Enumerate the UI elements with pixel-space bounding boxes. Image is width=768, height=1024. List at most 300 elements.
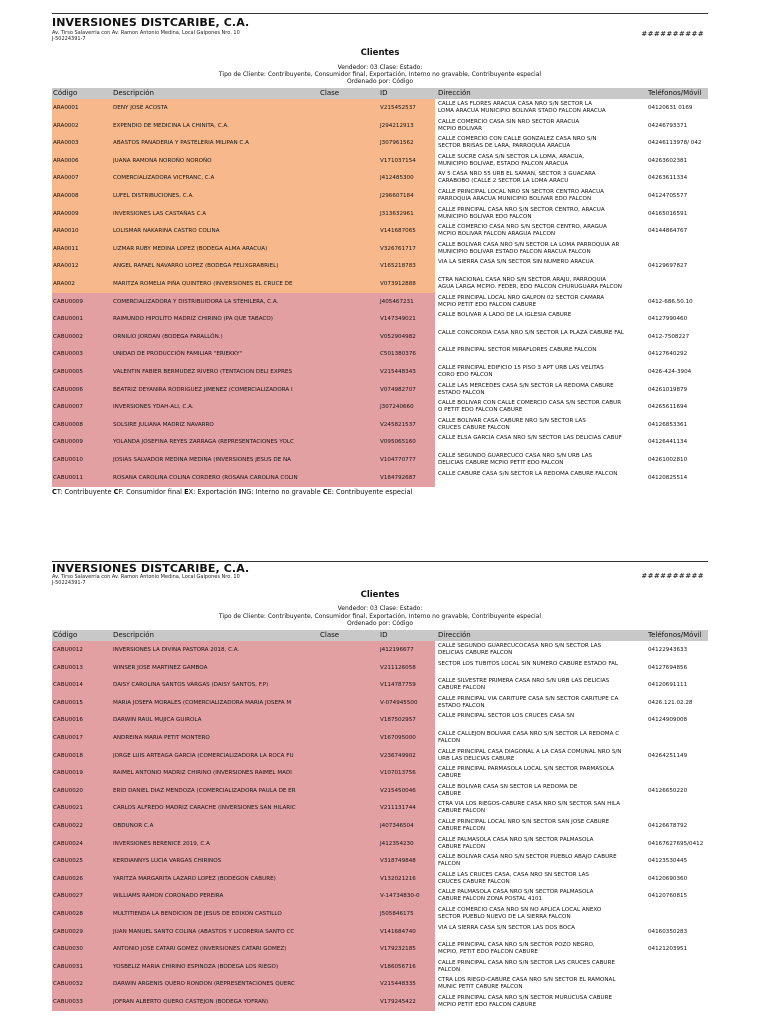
table-row [52,975,708,993]
client-phone: 04124909008 [648,717,688,724]
legend-item: CF: Consumidor final [113,488,185,496]
address-line: CTRA VIA LOS RIEGOS-CABURE CASA NRO S/N SECTOR SAN HILA [438,801,621,808]
client-address [438,136,646,150]
client-address [438,312,646,319]
table-row [52,817,708,835]
client-address [438,277,646,291]
client-description: VALENTIN FABIER BERMUDEZ RIVERO (TENTACION DELI EXPRES [113,369,293,375]
client-id: V107013756 [380,770,416,777]
address-line: CALLE COMERCIO CASA NRO SN NO APLICA LOCAL ANEXO [438,907,602,913]
table-row [52,117,708,135]
table-row [52,993,708,1011]
address-line: CALLE PRINCIPAL SECTOR MIRAFLORES CABURE FALCON [438,347,597,354]
address-line: CALLE PALMASOLA CASA NRO S/N SECTOR PALMASOLA [438,889,594,896]
client-description: YOLANDA JOSEFINA REYES ZARRAGA (REPRESENTACIONES YOLC [113,439,294,446]
client-id: V167095000 [380,735,416,741]
client-description: ROSANA CAROLINA COLINA CORDERO (ROSANA CAROLINA COLIN [113,474,298,481]
address-line: CALLE BOLIVAR CASA NRO S/N SECTOR PUEBLO ABAJO CABURE [438,854,617,861]
client-code: CABU0006 [53,386,83,393]
client-code: CABU0009 [53,439,83,446]
table-row [52,782,708,800]
address-line: MCPIO PETIT EDO FALCON CABURE [438,301,537,308]
address-line: MCPIO, PETIT EDO FALCON CABURE [438,949,538,956]
client-address [438,661,646,668]
col-code: Código [53,89,78,97]
address-line: CALLE PRINCIPAL CASA NRO S/N SECTOR MURUCUSA CABURE [438,995,613,1001]
client-id: V211126058 [380,664,416,671]
address-line: CRUCES CABURE FALCON [438,424,510,431]
client-id: V171037154 [380,157,416,164]
address-line: CALLE PRINCIPAL LOCAL NRO S/N SECTOR SAN JOSE CABURE [438,819,610,825]
table-row [52,694,708,712]
client-code: CABU0021 [53,805,83,812]
table-row [52,398,708,416]
address-line: CALLE BOLIVAR CON CALLE COMERCIO CASA S/N SECTOR CABUR [438,400,622,407]
client-code: ARA0007 [53,175,79,182]
address-line: CORO EDO FALCON [438,372,493,378]
client-description: WINSER JOSE MARTINEZ GAMBOA [113,664,208,671]
client-id: V179232185 [380,946,416,953]
client-id: V179245422 [380,999,416,1005]
client-address [438,453,646,467]
client-address [438,854,646,868]
client-description: CARLOS ALFREDO MADRIZ CARACHE (INVERSIONES SAN HILARIC [113,805,296,812]
address-line: SECTOR PUEBLO NUEVO DE LA SIERRA FALCON [438,914,571,920]
client-id: J412485300 [380,175,414,182]
client-id: V104770777 [380,457,416,463]
client-phone [648,729,708,747]
client-phone: 04263611334 [648,175,688,182]
client-id: V215450046 [380,787,416,794]
address-line: VIA LA SIERRA CASA S/N SECTOR SIN NUMERO ARACUA [438,259,594,266]
client-phone: 04120690360 [648,875,688,882]
client-address [438,330,646,337]
client-description: LUFEL DISTRIBUCIONES, C.A. [113,193,194,199]
client-code: CABU0033 [53,999,83,1005]
client-phone [648,993,708,1011]
table-row [52,905,708,923]
client-id: J296607184 [380,193,414,199]
client-id: J313632961 [380,210,414,217]
client-description: UNIDAD DE PRODUCCIÓN FAMILIAR "ERIEKKY" [113,351,243,358]
client-phone: 0426-424-3904 [648,369,692,375]
table-row [52,293,708,311]
address-line: CALLE PRINCIPAL SECTOR LOS CRUCES CASA SN [438,713,575,720]
address-line: ESTADO FALCON [438,389,485,396]
client-description: JOSIAS SALVADOR MEDINA MEDINA (INVERSIONES JESUS DE NA [113,457,291,463]
client-address [438,889,646,903]
table-row [52,923,708,941]
client-code: ARA0002 [53,122,79,129]
address-line: CALLE COMERCIO CON CALLE GONZALEZ CASA NRO S/N [438,136,597,143]
client-address [438,995,646,1009]
client-code: CABU0032 [53,981,83,988]
client-address [438,678,646,692]
address-line: CALLE BOLIVAR CASA CABURE NRO S/N SECTOR LAS [438,417,586,424]
address-line: CALLE CALLEJON BOLIVAR CASA NRO S/N SECTOR LA REDOMA C [438,731,620,737]
client-id: V-074945500 [380,699,418,706]
table-row [52,169,708,187]
address-line: CALLE PALMASOLA CASA NRO S/N SECTOR PALMASOLA [438,836,594,843]
client-address [438,435,646,442]
client-code: CABU0013 [53,664,83,671]
address-line: CALLE PRINCIPAL LOCAL NRO SN SECTOR CENTRO ARACUA [438,189,605,195]
client-code: CABU0014 [53,682,83,689]
client-id: C501380376 [380,351,416,358]
company-address [52,574,240,586]
address-line: MUNICIPIO BOLIVAR ESTADO FALCON ARACUA FALCON [438,248,591,255]
client-code: ARA0003 [53,140,79,147]
address-line: URB LAS DELICIAS CABURE [438,755,515,762]
client-description: YOSBELIZ MARIA CHIRINO ESPINOZA (BODEGA LOS RIEGO) [113,963,279,970]
table-header [52,630,708,641]
legend-abbr: C [52,488,57,496]
client-code: CABU0010 [53,457,83,463]
client-phone [648,905,708,923]
client-address [438,801,646,815]
client-phone: 04127640292 [648,351,688,358]
tax-id: J-50224391-7 [52,580,86,586]
client-phone: 04126650220 [648,787,688,794]
table-row [52,764,708,782]
client-description: ERID DANIEL DIAZ MENDOZA (COMERCIALIZADORA PAULA DE ER [113,787,296,794]
client-id: J412354230 [380,840,414,847]
col-telefonos: Teléfonos/Móvil [648,89,702,97]
legend-abbr: E [184,488,189,496]
address-line: CALLE SILVESTRE PRIMERA CASA NRO S/N URB LAS DELICIAS [438,678,610,685]
client-description: INVERSIONES YDAH-ALI, C.A. [113,404,194,411]
client-description: INVERSIONES LAS CASTAÑAS C.A [113,210,207,217]
client-address [438,960,646,974]
table-row [52,433,708,451]
client-code: CABU0020 [53,787,83,794]
client-id: V-14734830-0 [380,893,420,900]
client-phone: 04127694856 [648,664,688,671]
client-address [438,907,646,921]
client-phone: 04121203951 [648,946,688,953]
client-code: CABU0003 [53,351,83,358]
client-phone: 04160350283 [648,928,688,935]
client-address [438,696,646,710]
client-phone [648,958,708,976]
client-description: ORNILIO JORDAN (BODEGA FARALLÓN.) [113,333,223,340]
client-description: LOLISMAR NAKARINA CASTRO COLINA [113,228,220,235]
client-address [438,731,646,745]
client-id: V141684740 [380,928,416,935]
client-phone: 04124705577 [648,193,688,199]
address-line: CTRA LOS RIEGO-CABURE CASA NRO S/N SECTOR EL RAMONAL [438,977,616,984]
legend-item: EX: Exportación [184,488,239,496]
address-line: FALCON [438,738,461,744]
client-code: CABU0025 [53,858,83,865]
client-id: J294212913 [380,122,414,129]
col-id: ID [380,89,388,97]
client-description: ABASTOS PANADERIA Y PASTELERIA MILIPAN C.A [113,140,249,147]
client-phone: 04165016591 [648,210,688,217]
client-code: CABU0008 [53,421,83,428]
client-description: DARWIN RAUL MUJICA GUIROLA [113,717,202,724]
client-description: INVERSIONES BERENICE 2019, C.A [113,840,210,847]
client-description: OBDUNOR C.A [113,823,154,829]
client-description: COMERCIALIZADORA Y DISTRIBUIDORA LA STEHILERA, C.A. [113,298,279,305]
client-id: V326761717 [380,245,416,252]
address-line: CRUCES CABURE FALCON [438,878,510,885]
legend-item: ING: Interno no gravable [238,488,323,496]
client-phone: 04122943633 [648,647,688,653]
client-code: ARA0010 [53,228,79,235]
table-row [52,641,708,659]
client-id: V095065160 [380,439,416,446]
address-line: CABURE FALCON [438,826,486,832]
table-row [52,99,708,117]
client-id: V165218783 [380,263,416,270]
client-address [438,207,646,221]
table-row [52,747,708,765]
client-code: CABU0027 [53,893,83,900]
page-number-placeholder: ########## [641,30,704,38]
address-line: CALLE SUCRE CASA S/N SECTOR LA LOMA, ARACUA, [438,153,585,160]
client-address [438,259,646,266]
client-code: ARA0009 [53,210,79,217]
client-id: V073912888 [380,281,416,287]
client-address [438,819,646,833]
client-phone: 04120825514 [648,474,688,481]
client-code: CABU0001 [53,316,83,323]
report-filters: Vendedor: 03 Clase: Estado: [337,64,423,71]
address-line: SECTOR LOS TUBITOS LOCAL SIN NUMERO CABURE ESTADO FAL [438,660,618,667]
client-code: CABU0007 [53,404,83,411]
client-address [438,925,646,932]
client-code: ARA0006 [53,157,79,164]
table-row [52,835,708,853]
client-address [438,872,646,886]
client-description: ANGEL RAFAEL NAVARRO LOPEZ (BODEGA FELIXGRABRIEL) [113,263,279,270]
client-id: V114787759 [380,682,416,689]
table-row [52,240,708,258]
table-row [52,345,708,363]
table-row [52,205,708,223]
client-address [438,713,646,720]
client-address [438,154,646,168]
table-row [52,711,708,729]
client-id: V187502957 [380,717,416,724]
legend-abbr: C [113,488,119,496]
client-id: V186056716 [380,963,416,970]
client-phone: 04261002810 [648,457,688,463]
table-row [52,416,708,434]
client-code: ARA0012 [53,263,79,270]
client-description: COMERCIALIZADORA VICFRANC, C.A [113,175,215,182]
client-phone: 04126441134 [648,439,688,446]
address-line: CALLE PRINCIPAL VIA CARITUPE CASA S/N SECTOR CARITUPE CA [438,695,619,702]
client-description: DAISY CAROLINA SANTOS VARGAS (DAISY SANTOS, F.P) [113,682,269,689]
table-header [52,88,708,99]
address-line: CALLE PRINCIPAL CASA NRO S/N SECTOR POZO NEGRO, [438,942,595,949]
client-code: CABU0005 [53,369,83,375]
address-line: Av. Tirso Salaverria con Av. Ramon Antonio Medina, Local Galpones Nro. 10 [52,574,240,580]
client-id: V132021216 [380,875,416,882]
address-line: MUNICIPIO BOLIVAR EDO FALCON [438,213,532,220]
client-code: CABU0026 [53,875,83,882]
address-line: O PETIT EDO FALCON CABURE [438,407,523,414]
client-id: V211131744 [380,805,416,812]
address-line: CALLE PRINCIPAL EDIFICIO 15 PISO 3 APT URB LAS VELITAS [438,365,604,371]
client-id: J307240660 [380,404,414,411]
address-line: CABURE FALCON ZONA POSTAL 4101 [438,896,543,903]
client-phone: 04246793371 [648,122,688,129]
client-phone: 04261019879 [648,386,688,393]
client-phone: 04263602381 [648,157,688,164]
client-address [438,171,646,185]
client-address [438,400,646,414]
client-code: CABU0029 [53,928,83,935]
client-phone: 04120691111 [648,682,688,689]
client-description: LIZMAR RUBY MEDINA LOPEZ (BODEGA ALMA ARACUA) [113,245,268,252]
address-line: CALLE CABURE CASA S/N SECTOR LA REDOMA CABURE FALCON [438,470,618,477]
legend-item: CT: Contribuyente [52,488,114,496]
client-id: J407346504 [380,823,414,829]
client-phone: 04126678792 [648,823,688,829]
table-row [52,852,708,870]
address-line: LOMA ARACUA MUNICIPIO BOLIVAR STADO FALCON ARACUA [438,108,606,114]
client-id: J307961562 [380,140,414,147]
client-address [438,347,646,354]
client-description: ANTONIO JOSE CATARI GOMEZ (INVERSIONES CATARI GOMEZ) [113,946,287,953]
client-description: KERDIANNYS LUCIA VARGAS CHIRINOS [113,858,222,865]
client-code: ARA0008 [53,193,79,199]
client-address [438,837,646,851]
client-phone: 04123530445 [648,858,688,865]
address-line: VIA LA SIERRA CASA S/N SECTOR LAS DOS BOCA [438,924,575,931]
client-phone: 04167627695/0412 [648,840,704,847]
table-row [52,676,708,694]
client-address [438,383,646,397]
client-code: CABU0031 [53,963,83,970]
client-address [438,418,646,432]
client-id: V318749848 [380,858,416,865]
client-description: MARITZA ROMELIA PIÑA QUINTERO (INVERSIONES EL CRUCE DE [113,281,293,287]
client-phone: 04120631 0169 [648,105,693,111]
client-code: CABU0009 [53,298,83,305]
address-line: CABURE FALCON [438,843,486,850]
col-description: Descripción [113,631,154,639]
client-description: RAIMEL ANTONIO MADRIZ CHIRINO (INVERSIONES RAIMEL MADI [113,770,292,777]
client-phone: 0412-7508227 [648,333,690,340]
client-description: ANDREINA MARIA PETIT MONTERO [113,735,210,741]
address-line: AGUA LARGA MCPIO. FEDER, EDO FALCON CHURUGUARA FALCON [438,284,622,290]
client-id: V236749902 [380,752,416,759]
address-line: CALLE CONCORDIA CASA NRO S/N SECTOR LA PLAZA CABURE FAL [438,329,624,336]
report-client-types: Tipo de Cliente: Contribuyente, Consumidor final, Exportación, Interno no gravable, Contribuyente especial [218,613,542,620]
col-clase: Clase [320,89,340,97]
address-line: MCPIO BOLIVAR [438,125,483,132]
address-line: PARROQUIA ARACUA MUNICIPIO BOLIVAR EDO FALCON [438,196,592,202]
client-code: CABU0022 [53,823,83,829]
address-line: DELICIAS CABURE MCPIO PETIT EDO FALCON [438,460,564,466]
table-row [52,799,708,817]
client-phone [648,275,708,293]
address-line: ESTADO FALCON [438,702,485,709]
client-id: J505846175 [380,911,414,917]
page-number-placeholder: ########## [641,572,704,580]
report-order: Ordenado por: Código [346,78,414,85]
client-description: JORGE LUIS ARTEAGA GARCIA (COMERCIALIZADORA LA ROCA FU [113,752,294,759]
client-address [438,749,646,763]
client-code: CABU0017 [53,735,83,741]
client-code: CABU0012 [53,647,83,653]
client-code: CABU0011 [53,474,83,481]
col-clase: Clase [320,631,340,639]
client-address [438,101,646,115]
address-line: CALLE ELSA GARCIA CASA NRO S/N SECTOR LAS DELICIAS CABUF [438,435,622,442]
client-code: ARA0001 [53,105,79,111]
report-client-types: Tipo de Cliente: Contribuyente, Consumidor final, Exportación, Interno no gravable, Contribuyente especial [218,71,542,78]
address-line: CALLE PRINCIPAL CASA NRO S/N SECTOR CENTRO, ARACUA [438,206,605,213]
client-id: V074982707 [380,386,416,393]
address-line: CALLE COMERCIO CASA SIN NRO SECTOR ARACUA [438,118,580,125]
client-address [438,295,646,309]
company-address [52,30,240,42]
table-row [52,451,708,469]
client-code: CABU0016 [53,717,83,724]
tax-id: J-50224391-7 [52,36,86,42]
table-row [52,310,708,328]
client-phone: 04265611694 [648,404,688,411]
client-id: V147349021 [380,316,416,323]
address-line: CABURE FALCON [438,685,486,692]
address-line: CALLE LAS CRUCES CASA, CASA NRO SN SECTOR LAS [438,871,589,878]
col-id: ID [380,631,388,639]
address-line: DELICIAS CABURE FALCON [438,650,513,656]
client-id: V052904982 [380,333,416,340]
client-description: MARIA JOSEFA MORALES (COMERCIALIZADORA MARIA JOSEFA M [113,699,292,706]
col-direccion: Dirección [438,89,471,97]
address-line: CALLE COMERCIO CASA NRO S/N SECTOR CENTRO, ARAGUA [438,224,607,231]
report-filters: Vendedor: 03 Clase: Estado: [337,605,423,612]
table-row [52,729,708,747]
address-line: Av. Tirso Salaverria con Av. Ramon Antonio Medina, Local Galpones Nro. 10 [52,30,240,36]
client-id: J405467231 [380,298,414,305]
legend-item: CE: Contribuyente especial [322,488,413,496]
client-address [438,189,646,203]
client-description: JOFRAN ALBERTO QUERO CASTEJON (BODEGA YOFRAN) [113,999,269,1005]
address-line: MCPIO BOLIVAR FALCON ARAGUA FALCON [438,231,556,238]
client-id: V215452537 [380,105,416,111]
client-address [438,977,646,991]
client-address [438,643,646,657]
address-line: MCPIO PETIT EDO FALCON CABURE [438,1002,537,1008]
client-phone: 0426.121.02.28 [648,699,693,706]
client-address [438,942,646,956]
address-line: MUNIC PETIT CABURE FALCON [438,984,523,991]
table-row [52,381,708,399]
client-code: ARA002 [53,281,75,287]
client-phone [648,240,708,258]
client-address [438,242,646,256]
client-phone [648,764,708,782]
table-row [52,870,708,888]
table-row [52,887,708,905]
client-phone [648,799,708,817]
company-name: INVERSIONES DISTCARIBE, C.A. [52,562,250,575]
legend-abbr: C [322,488,328,496]
client-phone: 04144864767 [648,228,688,235]
table-row [52,222,708,240]
address-line: CABURE [438,790,462,797]
table-row [52,187,708,205]
legend-abbr: I [238,488,242,496]
address-line: CALLE PRINCIPAL PARMASOLA LOCAL S/N SECTOR PARMASOLA [438,766,615,773]
